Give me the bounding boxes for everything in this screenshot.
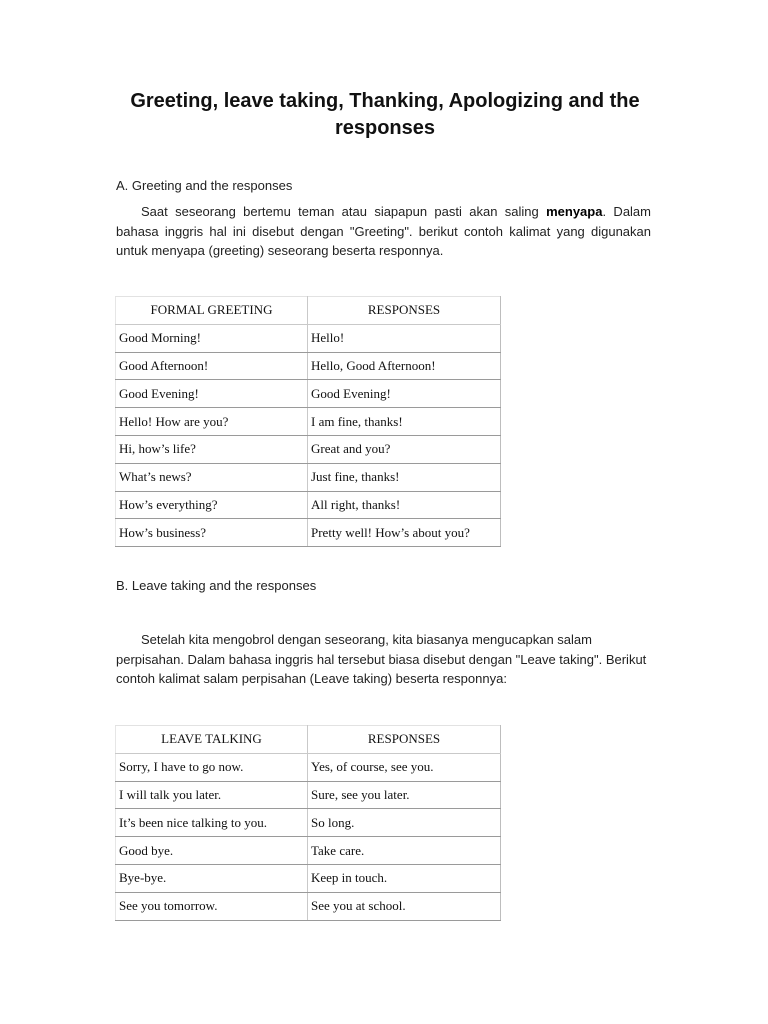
section-a-paragraph [116, 202, 651, 261]
leave-taking-cell: See you tomorrow. [116, 892, 308, 920]
table-row [116, 463, 501, 491]
table-row [116, 491, 501, 519]
leave-taking-cell: Good bye. [116, 837, 308, 865]
greeting-cell: Hi, how’s life? [116, 435, 308, 463]
greeting-cell: How’s business? [116, 519, 308, 547]
table-row [116, 837, 501, 865]
response-cell: Good Evening! [308, 380, 501, 408]
greeting-cell: Good Afternoon! [116, 352, 308, 380]
leave-taking-cell: It’s been nice talking to you. [116, 809, 308, 837]
table-row [116, 892, 501, 920]
response-cell: All right, thanks! [308, 491, 501, 519]
table-row [116, 809, 501, 837]
table-row [116, 781, 501, 809]
section-a-paragraph-text-1: Saat seseorang bertemu teman atau siapapun pasti akan saling [141, 204, 547, 219]
response-cell: Just fine, thanks! [308, 463, 501, 491]
leave-taking-cell: Sorry, I have to go now. [116, 753, 308, 781]
column-header: FORMAL GREETING [116, 297, 308, 325]
greeting-cell: Good Morning! [116, 324, 308, 352]
table-row [116, 380, 501, 408]
section-a-heading: A. Greeting and the responses [116, 178, 293, 193]
greeting-cell: Good Evening! [116, 380, 308, 408]
leave-taking-table [115, 725, 501, 921]
response-cell: Pretty well! How’s about you? [308, 519, 501, 547]
table-row [116, 324, 501, 352]
response-cell: Hello, Good Afternoon! [308, 352, 501, 380]
response-cell: So long. [308, 809, 501, 837]
table-header-row [116, 297, 501, 325]
greeting-cell: What’s news? [116, 463, 308, 491]
response-cell: Sure, see you later. [308, 781, 501, 809]
response-cell: Take care. [308, 837, 501, 865]
response-cell: See you at school. [308, 892, 501, 920]
table-row [116, 435, 501, 463]
leave-taking-cell: I will talk you later. [116, 781, 308, 809]
table-row [116, 864, 501, 892]
response-cell: Yes, of course, see you. [308, 753, 501, 781]
greeting-cell: How’s everything? [116, 491, 308, 519]
section-b-heading: B. Leave taking and the responses [116, 578, 317, 593]
response-cell: Keep in touch. [308, 864, 501, 892]
column-header: RESPONSES [308, 726, 501, 754]
table-row [116, 352, 501, 380]
section-a-paragraph-bold: menyapa [546, 204, 603, 219]
leave-taking-cell: Bye-bye. [116, 864, 308, 892]
response-cell: Great and you? [308, 435, 501, 463]
section-a-paragraph-text-2: . Dalam bahasa inggris hal ini disebut dengan "Greeting". berikut contoh kalimat yang digunakan untuk menyapa (greeting) seseorang beserta responnya. [116, 204, 651, 258]
response-cell: Hello! [308, 324, 501, 352]
table-header-row [116, 726, 501, 754]
response-cell: I am fine, thanks! [308, 408, 501, 436]
column-header: LEAVE TALKING [116, 726, 308, 754]
table-row [116, 753, 501, 781]
table-row [116, 408, 501, 436]
table-row [116, 519, 501, 547]
column-header: RESPONSES [308, 297, 501, 325]
greeting-cell: Hello! How are you? [116, 408, 308, 436]
page-title: Greeting, leave taking, Thanking, Apologizing and the responses [130, 90, 640, 139]
section-b-paragraph: Setelah kita mengobrol dengan seseorang, kita biasanya mengucapkan salam perpisahan. Dalam bahasa inggris hal tersebut biasa disebut dengan "Leave taking". Berikut contoh kalimat salam perpisahan (Leave taking) beserta responnya: [116, 632, 647, 686]
greeting-table [115, 296, 501, 547]
